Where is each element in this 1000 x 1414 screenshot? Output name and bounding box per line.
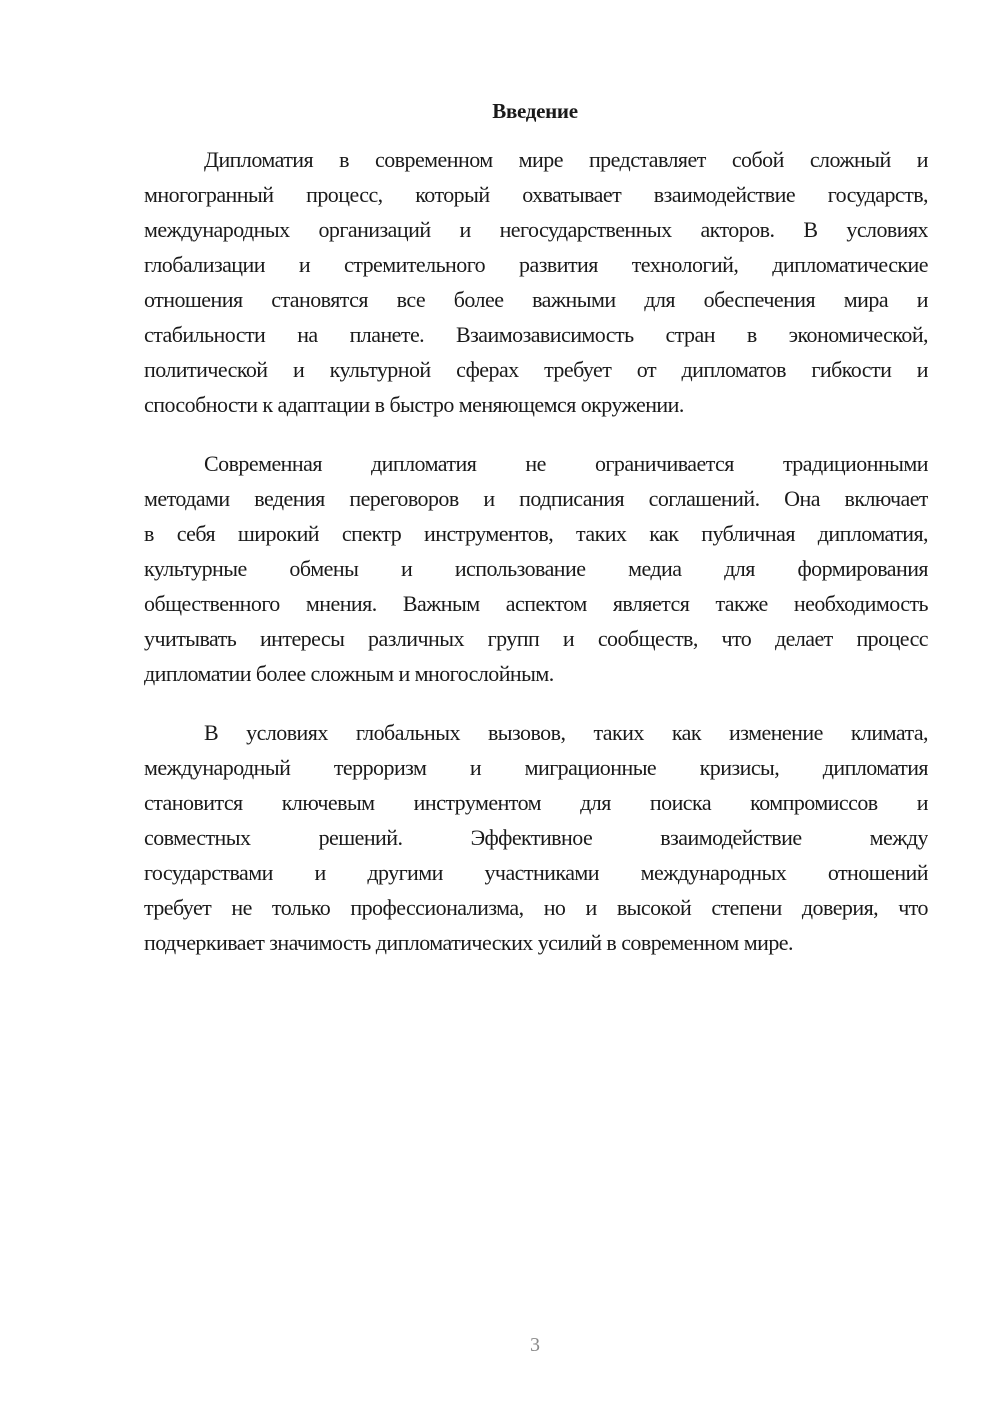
text-line: отношения становятся все более важными для обеспечения мира и bbox=[144, 287, 928, 312]
paragraph-3 bbox=[144, 715, 928, 960]
text-line: способности к адаптации в быстро меняющемся окружении. bbox=[144, 392, 684, 417]
text-line: многогранный процесс, который охватывает взаимодействие государств, bbox=[144, 182, 928, 207]
text-line: международный терроризм и миграционные кризисы, дипломатия bbox=[144, 755, 928, 780]
text-line: в себя широкий спектр инструментов, таких как публичная дипломатия, bbox=[144, 521, 928, 546]
text-line: государствами и другими участниками международных отношений bbox=[144, 860, 928, 885]
section-heading: Введение bbox=[492, 99, 578, 123]
text-line: требует не только профессионализма, но и высокой степени доверия, что bbox=[144, 895, 928, 920]
text-line: дипломатии более сложным и многослойным. bbox=[144, 661, 554, 686]
text-line: подчеркивает значимость дипломатических усилий в современном мире. bbox=[144, 930, 793, 955]
paragraph-1 bbox=[144, 142, 928, 422]
text-line: Современная дипломатия не ограничивается традиционными bbox=[204, 451, 928, 476]
text-line: методами ведения переговоров и подписания соглашений. Она включает bbox=[144, 486, 928, 511]
text-line: глобализации и стремительного развития технологий, дипломатические bbox=[144, 252, 928, 277]
text-line: Дипломатия в современном мире представляет собой сложный и bbox=[204, 147, 928, 172]
text-line: становится ключевым инструментом для поиска компромиссов и bbox=[144, 790, 928, 815]
text-line: политической и культурной сферах требует от дипломатов гибкости и bbox=[144, 357, 928, 382]
text-line: учитывать интересы различных групп и сообществ, что делает процесс bbox=[144, 626, 928, 651]
text-line: стабильности на планете. Взаимозависимость стран в экономической, bbox=[144, 322, 928, 347]
text-line: совместных решений. Эффективное взаимодействие между bbox=[144, 825, 928, 850]
text-line: международных организаций и негосударственных акторов. В условиях bbox=[144, 217, 928, 242]
paragraph-2 bbox=[144, 446, 928, 691]
text-line: общественного мнения. Важным аспектом является также необходимость bbox=[144, 591, 928, 616]
text-line: культурные обмены и использование медиа для формирования bbox=[144, 556, 928, 581]
text-line: В условиях глобальных вызовов, таких как изменение климата, bbox=[204, 720, 928, 745]
page-number: 3 bbox=[530, 1334, 540, 1356]
